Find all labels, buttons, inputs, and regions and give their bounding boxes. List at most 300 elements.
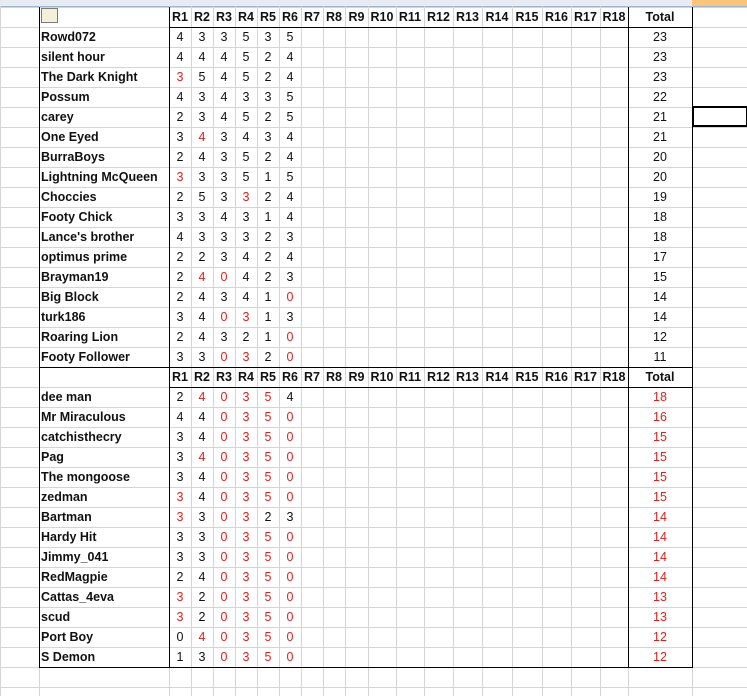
score-cell[interactable]: 0 [286,430,294,444]
score-cell[interactable]: 3 [176,350,184,364]
round-header-r10: R10 [370,370,394,384]
score-cell[interactable]: 3 [242,570,250,584]
gridline-vertical [482,6,483,696]
score-cell[interactable]: 4 [198,450,206,464]
score-cell[interactable]: 5 [264,570,272,584]
score-cell[interactable]: 5 [242,30,250,44]
score-cell[interactable]: 3 [198,90,206,104]
score-cell[interactable]: 3 [198,510,206,524]
player-name[interactable]: Roaring Lion [41,330,119,344]
score-cell[interactable]: 0 [286,410,294,424]
score-cell[interactable]: 3 [242,350,250,364]
score-cell[interactable]: 2 [176,270,184,284]
score-cell[interactable]: 3 [176,430,184,444]
total-cell[interactable]: 14 [653,310,667,324]
score-cell[interactable]: 3 [176,130,184,144]
score-cell[interactable]: 3 [176,490,184,504]
score-cell[interactable]: 3 [242,610,250,624]
player-name[interactable]: Pag [41,450,64,464]
score-cell[interactable]: 3 [176,170,184,184]
score-cell[interactable]: 0 [220,470,228,484]
total-header: Total [645,10,675,24]
score-cell[interactable]: 5 [264,550,272,564]
score-cell[interactable]: 4 [198,490,206,504]
player-name[interactable]: Lance's brother [41,230,135,244]
score-cell[interactable]: 2 [264,270,272,284]
score-cell[interactable]: 3 [286,230,294,244]
score-cell[interactable]: 4 [198,390,206,404]
gridline-vertical [453,6,454,696]
round-header-r9: R9 [348,10,365,24]
score-cell[interactable]: 3 [264,130,272,144]
score-cell[interactable]: 3 [220,170,228,184]
score-cell[interactable]: 2 [176,150,184,164]
score-cell[interactable]: 3 [198,110,206,124]
score-cell[interactable]: 3 [242,530,250,544]
round-header-r1: R1 [172,10,188,24]
player-name[interactable]: silent hour [41,50,105,64]
score-cell[interactable]: 3 [176,470,184,484]
round-header-r12: R12 [427,10,450,24]
edit-pencil-icon[interactable] [41,8,58,23]
score-cell[interactable]: 5 [264,490,272,504]
score-cell[interactable]: 3 [242,470,250,484]
player-name[interactable]: BurraBoys [41,150,105,164]
score-cell[interactable]: 3 [242,310,250,324]
player-name[interactable]: catchisthecry [41,430,122,444]
score-cell[interactable]: 4 [242,250,250,264]
score-cell[interactable]: 3 [176,530,184,544]
round-header-r1: R1 [172,370,188,384]
score-cell[interactable]: 0 [176,630,184,644]
table-border [39,7,40,668]
score-cell[interactable]: 2 [176,330,184,344]
score-cell[interactable]: 3 [264,90,272,104]
total-cell[interactable]: 14 [653,570,667,584]
score-cell[interactable]: 3 [220,230,228,244]
round-header-r11: R11 [398,370,422,384]
score-cell[interactable]: 4 [176,90,184,104]
score-cell[interactable]: 3 [198,530,206,544]
total-cell[interactable]: 14 [653,550,667,564]
round-header-r13: R13 [456,370,479,384]
score-cell[interactable]: 3 [220,190,228,204]
table-border [169,387,693,388]
total-cell[interactable]: 11 [653,350,667,364]
score-cell[interactable]: 3 [198,550,206,564]
score-cell[interactable]: 4 [198,570,206,584]
score-cell[interactable]: 5 [198,70,206,84]
score-cell[interactable]: 2 [198,250,206,264]
score-cell[interactable]: 2 [264,250,272,264]
score-cell[interactable]: 5 [264,430,272,444]
score-cell[interactable]: 5 [264,590,272,604]
score-cell[interactable]: 2 [176,290,184,304]
score-cell[interactable]: 3 [286,510,294,524]
total-cell[interactable]: 23 [653,70,667,84]
round-header-r14: R14 [485,10,509,24]
gridline-vertical [424,6,425,696]
score-cell[interactable]: 5 [242,70,250,84]
score-cell[interactable]: 0 [220,610,228,624]
table-border [169,7,170,668]
score-cell[interactable]: 0 [286,330,294,344]
score-cell[interactable]: 4 [220,110,228,124]
player-name[interactable]: zedman [41,490,88,504]
score-cell[interactable]: 5 [242,50,250,64]
round-header-r8: R8 [326,370,342,384]
total-cell[interactable]: 14 [653,290,667,304]
score-cell[interactable]: 0 [286,650,294,664]
score-cell[interactable]: 3 [176,510,184,524]
score-cell[interactable]: 3 [176,310,184,324]
score-cell[interactable]: 4 [220,210,228,224]
score-cell[interactable]: 1 [264,310,272,324]
score-cell[interactable]: 4 [286,190,294,204]
score-cell[interactable]: 3 [242,550,250,564]
score-cell[interactable]: 5 [242,170,250,184]
score-cell[interactable]: 4 [242,130,250,144]
score-cell[interactable]: 0 [286,570,294,584]
score-cell[interactable]: 3 [176,210,184,224]
player-name[interactable]: The Dark Knight [41,70,138,84]
score-cell[interactable]: 4 [198,150,206,164]
score-cell[interactable]: 0 [220,550,228,564]
score-cell[interactable]: 4 [198,50,206,64]
gridline-vertical [600,6,601,696]
score-cell[interactable]: 5 [198,190,206,204]
score-cell[interactable]: 5 [264,470,272,484]
table-border [169,27,693,28]
score-cell[interactable]: 3 [242,510,250,524]
round-header-r18: R18 [602,370,626,384]
score-cell[interactable]: 4 [198,330,206,344]
total-cell[interactable]: 15 [653,490,667,504]
round-header-r8: R8 [326,10,342,24]
score-cell[interactable]: 2 [198,610,206,624]
score-cell[interactable]: 3 [242,190,250,204]
gridline-vertical [345,6,346,696]
total-cell[interactable]: 15 [653,470,667,484]
score-cell[interactable]: 1 [176,650,184,664]
score-cell[interactable]: 5 [242,150,250,164]
total-cell[interactable]: 13 [653,590,667,604]
score-cell[interactable]: 0 [220,270,228,284]
score-cell[interactable]: 4 [198,470,206,484]
score-cell[interactable]: 3 [198,30,206,44]
round-header-r16: R16 [545,370,568,384]
score-cell[interactable]: 4 [242,290,250,304]
score-cell[interactable]: 4 [286,70,294,84]
score-cell[interactable]: 3 [242,590,250,604]
total-cell[interactable]: 19 [653,190,667,204]
score-cell[interactable]: 0 [220,490,228,504]
score-cell[interactable]: 0 [220,590,228,604]
score-cell[interactable]: 2 [176,110,184,124]
score-cell[interactable]: 0 [220,310,228,324]
score-cell[interactable]: 2 [264,190,272,204]
player-name[interactable]: Possum [41,90,90,104]
score-cell[interactable]: 4 [176,410,184,424]
score-cell[interactable]: 2 [176,190,184,204]
total-cell[interactable]: 21 [653,110,667,124]
round-header-r7: R7 [304,10,320,24]
score-cell[interactable]: 0 [286,610,294,624]
total-cell[interactable]: 13 [653,610,667,624]
score-cell[interactable]: 2 [264,70,272,84]
score-cell[interactable]: 2 [242,330,250,344]
score-cell[interactable]: 0 [220,430,228,444]
score-cell[interactable]: 4 [286,150,294,164]
player-name[interactable]: dee man [41,390,92,404]
total-cell[interactable]: 15 [653,450,667,464]
player-name[interactable]: Mr Miraculous [41,410,126,424]
score-cell[interactable]: 4 [242,270,250,284]
score-cell[interactable]: 2 [176,390,184,404]
round-header-r4: R4 [238,10,254,24]
total-cell[interactable]: 20 [653,170,667,184]
score-cell[interactable]: 0 [220,570,228,584]
round-header-r18: R18 [602,10,626,24]
total-cell[interactable]: 17 [653,250,667,264]
score-cell[interactable]: 4 [176,50,184,64]
round-header-r17: R17 [574,10,597,24]
score-cell[interactable]: 1 [264,290,272,304]
score-cell[interactable]: 3 [176,70,184,84]
score-cell[interactable]: 5 [286,90,294,104]
player-name[interactable]: Footy Follower [41,350,130,364]
score-cell[interactable]: 4 [220,50,228,64]
total-header: Total [645,370,675,384]
score-cell[interactable]: 5 [264,390,272,404]
score-cell[interactable]: 3 [242,410,250,424]
score-cell[interactable]: 1 [264,170,272,184]
score-cell[interactable]: 3 [242,230,250,244]
score-cell[interactable]: 4 [198,630,206,644]
score-cell[interactable]: 3 [176,450,184,464]
score-cell[interactable]: 3 [176,550,184,564]
total-cell[interactable]: 12 [653,330,667,344]
score-cell[interactable]: 2 [264,510,272,524]
table-border [39,667,693,668]
total-cell[interactable]: 21 [653,130,667,144]
score-cell[interactable]: 2 [264,230,272,244]
total-cell[interactable]: 16 [653,410,667,424]
score-cell[interactable]: 3 [176,590,184,604]
total-cell[interactable]: 18 [653,230,667,244]
score-cell[interactable]: 3 [220,150,228,164]
gridline-vertical [512,6,513,696]
score-cell[interactable]: 3 [220,30,228,44]
score-cell[interactable]: 4 [198,430,206,444]
gridline-vertical [571,6,572,696]
score-cell[interactable]: 5 [286,170,294,184]
player-name[interactable]: Choccies [41,190,97,204]
score-cell[interactable]: 4 [176,230,184,244]
score-cell[interactable]: 0 [220,650,228,664]
round-header-r17: R17 [574,370,597,384]
score-cell[interactable]: 4 [220,70,228,84]
score-cell[interactable]: 2 [176,250,184,264]
score-cell[interactable]: 0 [286,490,294,504]
score-cell[interactable]: 3 [220,330,228,344]
score-cell[interactable]: 4 [198,310,206,324]
player-name[interactable]: scud [41,610,71,624]
round-header-r6: R6 [282,10,298,24]
round-header-r3: R3 [216,10,232,24]
score-cell[interactable]: 0 [286,550,294,564]
score-cell[interactable]: 0 [220,510,228,524]
round-header-r16: R16 [545,10,568,24]
score-cell[interactable]: 0 [220,450,228,464]
player-name[interactable]: Brayman19 [41,270,109,284]
score-cell[interactable]: 3 [242,210,250,224]
total-cell[interactable]: 14 [653,510,667,524]
score-cell[interactable]: 0 [286,470,294,484]
player-name[interactable]: One Eyed [41,130,99,144]
gridline-vertical [368,6,369,696]
score-cell[interactable]: 4 [198,270,206,284]
score-cell[interactable]: 4 [286,250,294,264]
selected-column-header[interactable] [692,0,747,6]
score-cell[interactable]: 4 [286,210,294,224]
score-cell[interactable]: 2 [264,150,272,164]
score-cell[interactable]: 3 [242,630,250,644]
round-header-r12: R12 [427,370,450,384]
round-header-r15: R15 [515,370,539,384]
total-cell[interactable]: 18 [653,210,667,224]
total-cell[interactable]: 12 [653,630,667,644]
score-cell[interactable]: 5 [264,610,272,624]
player-name[interactable]: optimus prime [41,250,128,264]
table-border [628,7,629,668]
score-cell[interactable]: 5 [286,110,294,124]
round-header-r7: R7 [304,370,320,384]
active-cell-selection[interactable] [692,106,747,127]
round-header-r9: R9 [348,370,365,384]
score-cell[interactable]: 5 [242,110,250,124]
score-cell[interactable]: 4 [198,290,206,304]
player-name[interactable]: Bartman [41,510,92,524]
score-cell[interactable]: 3 [198,230,206,244]
score-cell[interactable]: 3 [242,450,250,464]
total-cell[interactable]: 18 [653,390,667,404]
score-cell[interactable]: 0 [220,410,228,424]
player-name[interactable]: The mongoose [41,470,130,484]
score-cell[interactable]: 0 [286,290,294,304]
score-cell[interactable]: 3 [286,270,294,284]
total-cell[interactable]: 12 [653,650,667,664]
round-header-r14: R14 [485,370,509,384]
score-cell[interactable]: 4 [176,30,184,44]
score-cell[interactable]: 0 [220,390,228,404]
score-cell[interactable]: 3 [176,610,184,624]
score-cell[interactable]: 2 [264,50,272,64]
score-cell[interactable]: 5 [264,530,272,544]
score-cell[interactable]: 3 [242,430,250,444]
score-cell[interactable]: 1 [264,330,272,344]
score-cell[interactable]: 3 [198,210,206,224]
player-name[interactable]: Hardy Hit [41,530,97,544]
gridline-vertical [0,6,1,696]
score-cell[interactable]: 0 [286,590,294,604]
score-cell[interactable]: 4 [286,50,294,64]
score-cell[interactable]: 2 [264,350,272,364]
score-cell[interactable]: 3 [286,310,294,324]
score-cell[interactable]: 3 [264,30,272,44]
score-cell[interactable]: 4 [286,130,294,144]
score-cell[interactable]: 1 [264,210,272,224]
total-cell[interactable]: 14 [653,530,667,544]
score-cell[interactable]: 0 [220,530,228,544]
score-cell[interactable]: 4 [286,390,294,404]
score-cell[interactable]: 4 [198,410,206,424]
column-header-strip[interactable] [0,0,747,7]
player-name[interactable]: Big Block [41,290,99,304]
score-cell[interactable]: 4 [220,90,228,104]
score-cell[interactable]: 3 [242,390,250,404]
score-cell[interactable]: 0 [286,350,294,364]
player-name[interactable]: carey [41,110,74,124]
total-cell[interactable]: 23 [653,50,667,64]
score-cell[interactable]: 5 [264,630,272,644]
player-name[interactable]: Rowd072 [41,30,96,44]
score-cell[interactable]: 5 [264,650,272,664]
score-cell[interactable]: 3 [198,170,206,184]
score-cell[interactable]: 3 [242,90,250,104]
round-header-r6: R6 [282,370,298,384]
score-cell[interactable]: 0 [286,450,294,464]
score-cell[interactable]: 4 [198,130,206,144]
score-cell[interactable]: 0 [286,530,294,544]
score-cell[interactable]: 3 [220,130,228,144]
player-name[interactable]: Footy Chick [41,210,113,224]
score-cell[interactable]: 0 [220,630,228,644]
round-header-r3: R3 [216,370,232,384]
score-cell[interactable]: 3 [198,350,206,364]
score-cell[interactable]: 2 [264,110,272,124]
gridline-vertical [396,6,397,696]
player-name[interactable]: S Demon [41,650,96,664]
total-cell[interactable]: 23 [653,30,667,44]
player-name[interactable]: turk186 [41,310,86,324]
score-cell[interactable]: 2 [176,570,184,584]
score-cell[interactable]: 5 [264,450,272,464]
score-cell[interactable]: 5 [264,410,272,424]
score-cell[interactable]: 3 [220,250,228,264]
total-cell[interactable]: 22 [653,90,667,104]
score-cell[interactable]: 3 [242,490,250,504]
score-cell[interactable]: 2 [198,590,206,604]
round-header-r5: R5 [260,10,276,24]
player-name[interactable]: RedMagpie [41,570,108,584]
player-name[interactable]: Cattas_4eva [41,590,114,604]
round-header-r4: R4 [238,370,254,384]
player-name[interactable]: Port Boy [41,630,94,644]
score-cell[interactable]: 3 [242,650,250,664]
player-name[interactable]: Jimmy_041 [41,550,109,564]
score-cell[interactable]: 5 [286,30,294,44]
total-cell[interactable]: 20 [653,150,667,164]
score-cell[interactable]: 3 [198,650,206,664]
score-cell[interactable]: 0 [220,350,228,364]
score-cell[interactable]: 0 [286,630,294,644]
round-header-r15: R15 [515,10,539,24]
total-cell[interactable]: 15 [653,270,667,284]
player-name[interactable]: Lightning McQueen [41,170,158,184]
score-cell[interactable]: 3 [220,290,228,304]
total-cell[interactable]: 15 [653,430,667,444]
